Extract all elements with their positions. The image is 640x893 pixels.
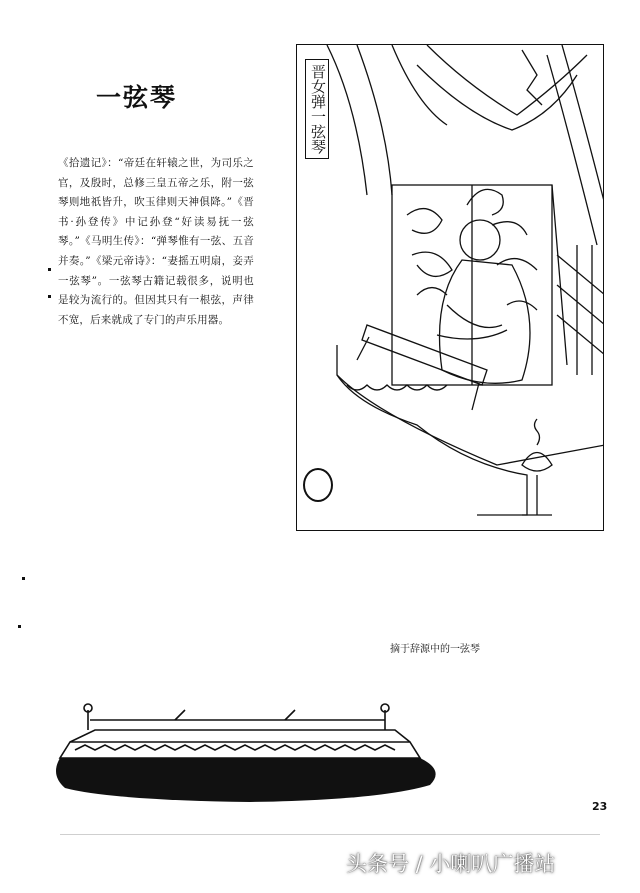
margin-mark: [48, 295, 51, 298]
body-paragraph: 《拾遗记》：“帝廷在轩辕之世，为司乐之官，及殷时，总修三皇五帝之乐，附一弦琴则地祇皆升，吹玉律则天神俱降。”《晋书·孙登传》中记孙登“好读易抚一弦琴。”《马明生传》：“弹琴惟有一弦、五音并奏。”《梁元帝诗》：“妻摇五明扇，妾弄一弦琴”。一弦琴古籍记载很多，说明也是较为流行的。但因其只有一根弦，声律不宽，后来就成了专门的声乐用器。: [58, 157, 254, 326]
figure-caption: 摘于辞源中的一弦琴: [390, 644, 480, 655]
yixianqin-drawing: [50, 700, 450, 819]
divider: [60, 834, 600, 835]
illustration-drawing: [297, 45, 604, 531]
margin-mark: [22, 577, 25, 580]
artist-seal: [303, 468, 333, 502]
watermark: 头条号 / 小喇叭广播站: [346, 852, 556, 876]
margin-mark: [18, 625, 21, 628]
margin-mark: [48, 268, 51, 271]
page-title: 一弦琴: [96, 83, 178, 112]
yixianqin-svg: [50, 700, 450, 815]
illustration-title: 晋女弹一弦琴: [305, 59, 329, 159]
page-number: 23: [592, 800, 608, 813]
illustration-woman-playing-qin: [296, 44, 604, 531]
